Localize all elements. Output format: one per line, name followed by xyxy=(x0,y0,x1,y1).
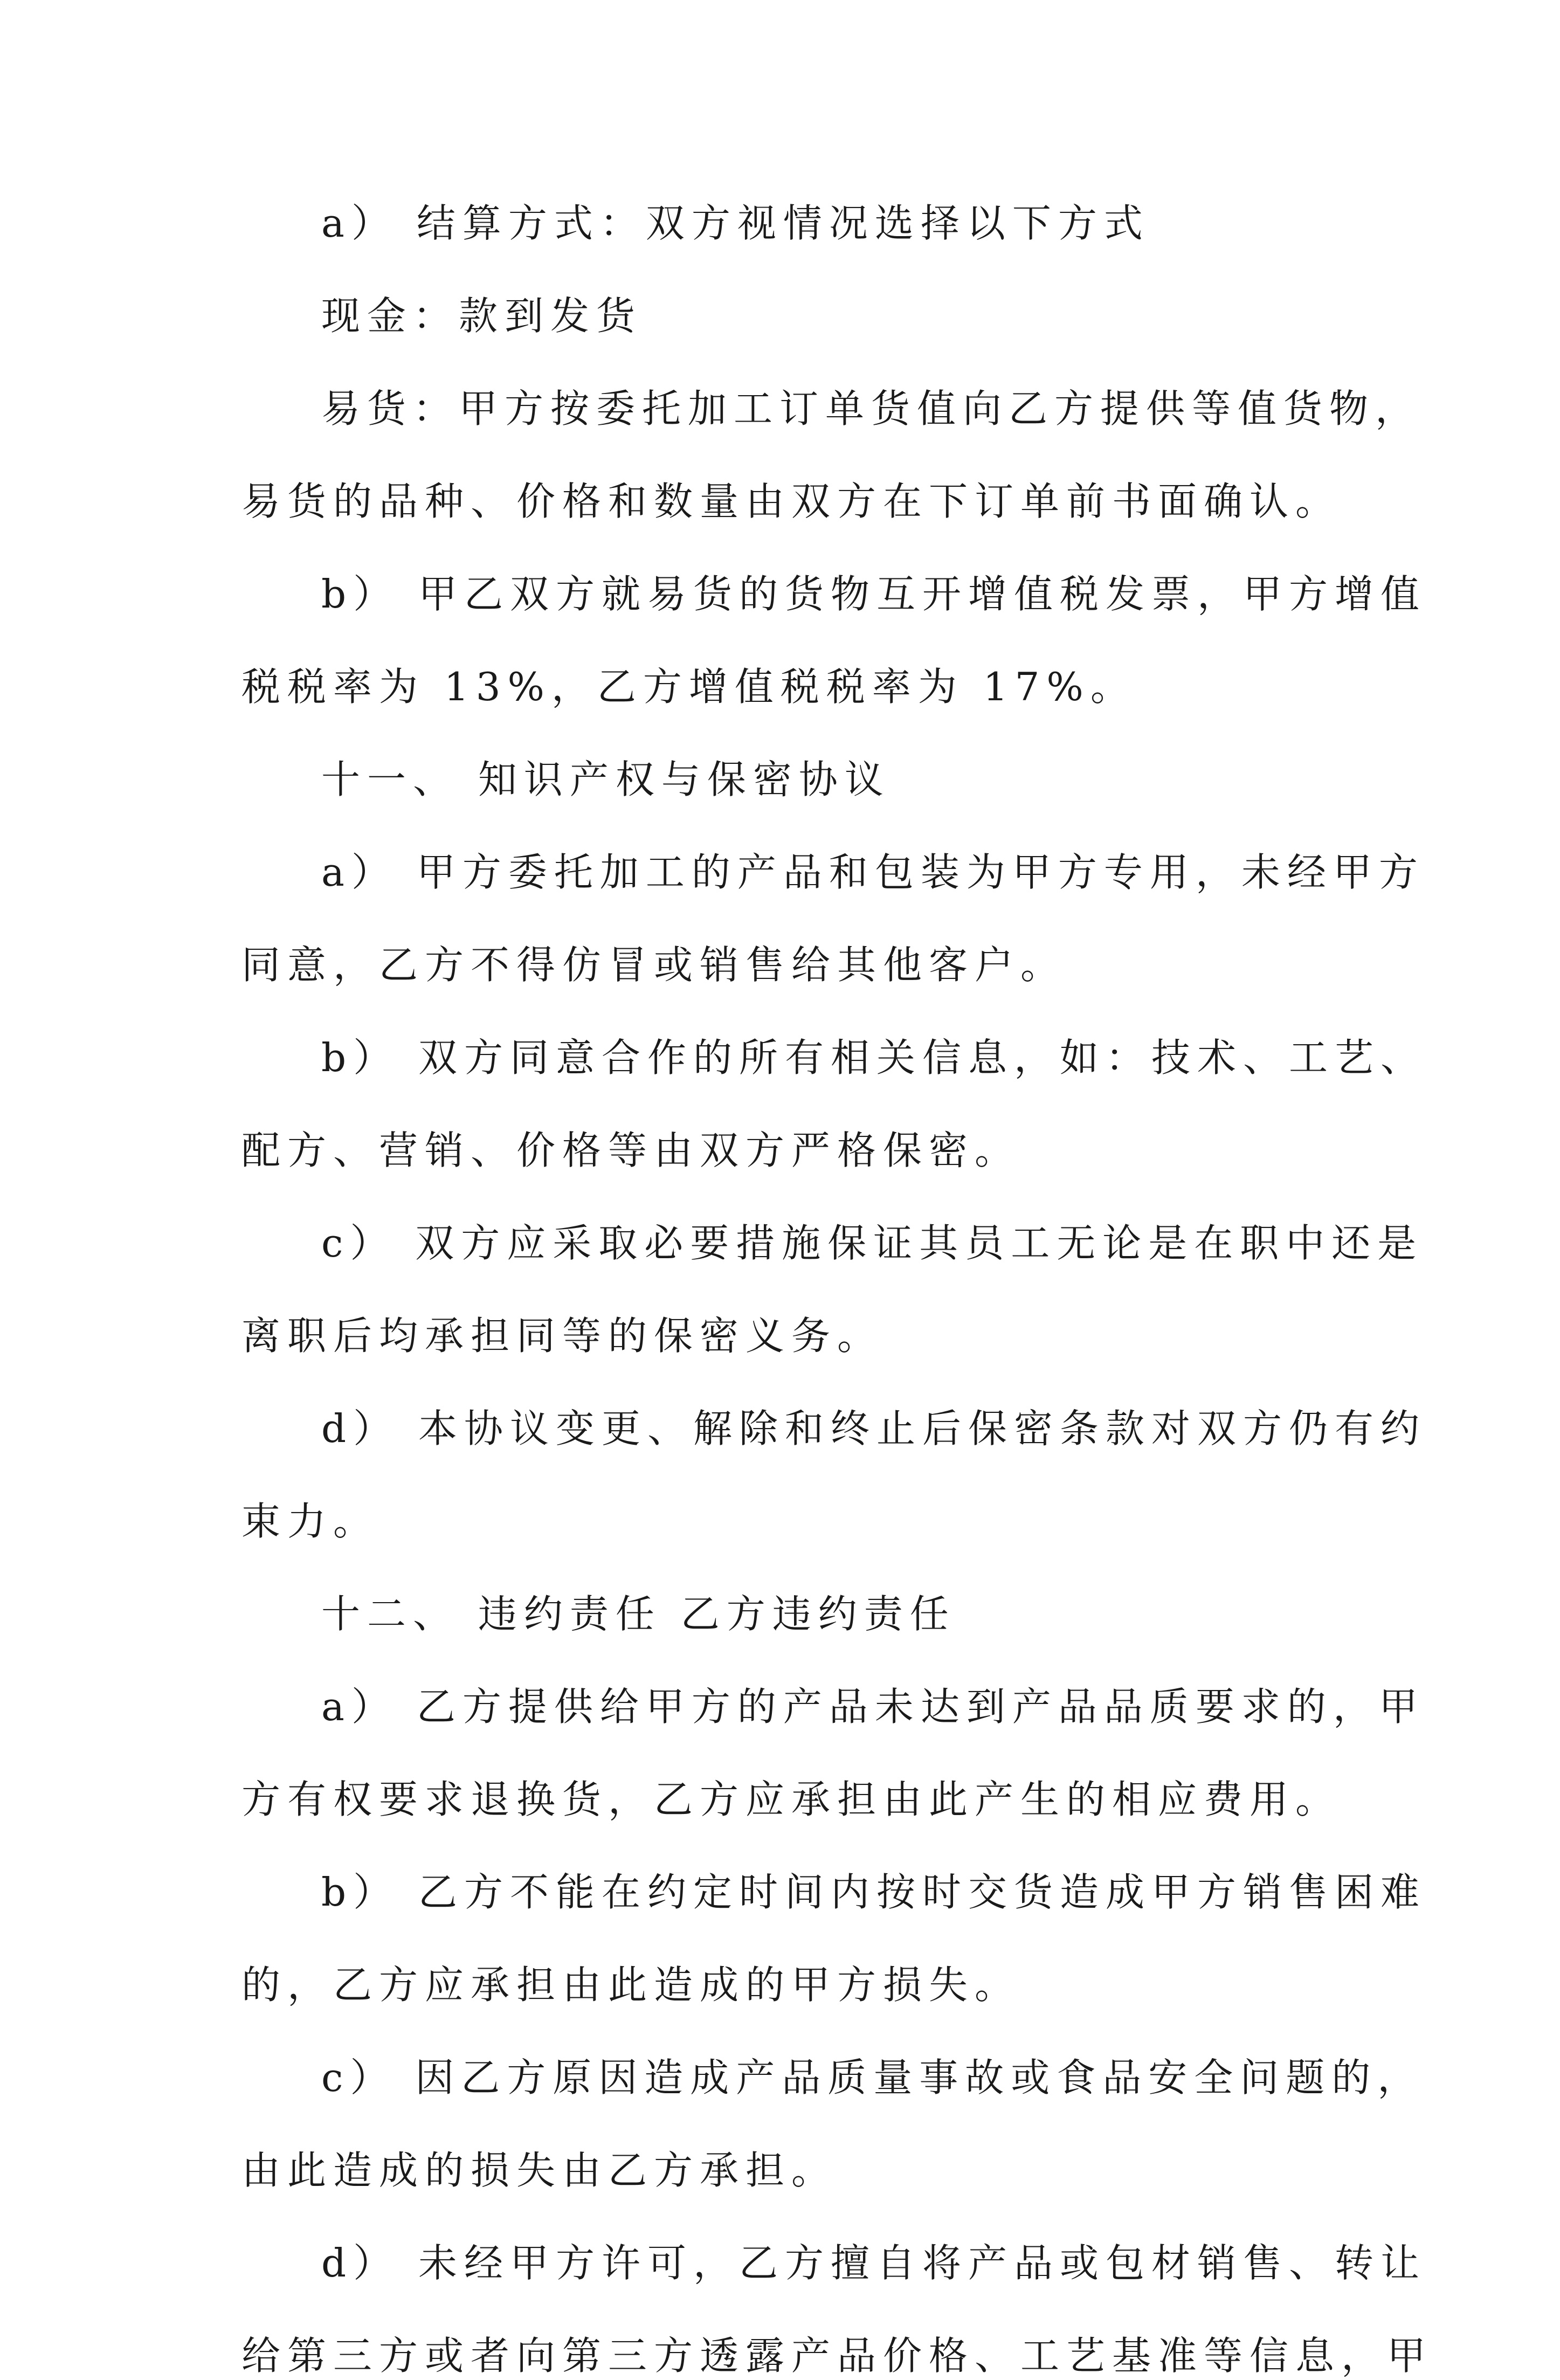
clause-line: 易货的品种、价格和数量由双方在下订单前书面确认。 xyxy=(241,479,1342,524)
clause-line: b） 甲乙双方就易货的货物互开增值税发票，甲方增值 xyxy=(321,571,1426,617)
clause-line: 配方、营销、价格等由双方严格保密。 xyxy=(241,1128,1021,1173)
clause-line: 的，乙方应承担由此造成的甲方损失。 xyxy=(241,1962,1021,2008)
clause-line: d） 本协议变更、解除和终止后保密条款对双方仍有约 xyxy=(321,1406,1426,1451)
clause-line: 离职后均承担同等的保密义务。 xyxy=(241,1313,883,1358)
document-body xyxy=(241,199,1433,2380)
clause-line: a） 乙方提供给甲方的产品未达到产品品质要求的，甲 xyxy=(321,1684,1425,1729)
clause-line: 束力。 xyxy=(241,1499,379,1544)
clause-line: 同意，乙方不得仿冒或销售给其他客户。 xyxy=(241,942,1067,988)
clause-line: 由此造成的损失由乙方承担。 xyxy=(241,2148,838,2193)
clause-line: 易货：甲方按委托加工订单货值向乙方提供等值货物， xyxy=(321,386,1421,431)
section-heading: 十一、 知识产权与保密协议 xyxy=(321,757,891,802)
clause-line: a） 甲方委托加工的产品和包装为甲方专用，未经甲方 xyxy=(321,850,1425,895)
section-heading: 十二、 违约责任 乙方违约责任 xyxy=(321,1591,956,1637)
clause-line: b） 乙方不能在约定时间内按时交货造成甲方销售困难 xyxy=(321,1869,1426,1915)
clause-line: 给第三方或者向第三方透露产品价格、工艺基准等信息，甲 xyxy=(241,2333,1433,2378)
clause-line: 税税率为 13%，乙方增值税税率为 17%。 xyxy=(241,664,1136,709)
clause-line: b） 双方同意合作的所有相关信息，如：技术、工艺、 xyxy=(321,1035,1426,1080)
clause-line: a） 结算方式：双方视情况选择以下方式 xyxy=(321,201,1150,246)
clause-line: 现金：款到发货 xyxy=(321,293,643,339)
clause-line: c） 因乙方原因造成产品质量事故或食品安全问题的， xyxy=(321,2055,1424,2100)
clause-line: 方有权要求退换货，乙方应承担由此产生的相应费用。 xyxy=(241,1777,1342,1822)
clause-line: d） 未经甲方许可，乙方擅自将产品或包材销售、转让 xyxy=(321,2240,1426,2286)
clause-line: c） 双方应采取必要措施保证其员工无论是在职中还是 xyxy=(321,1220,1424,1266)
